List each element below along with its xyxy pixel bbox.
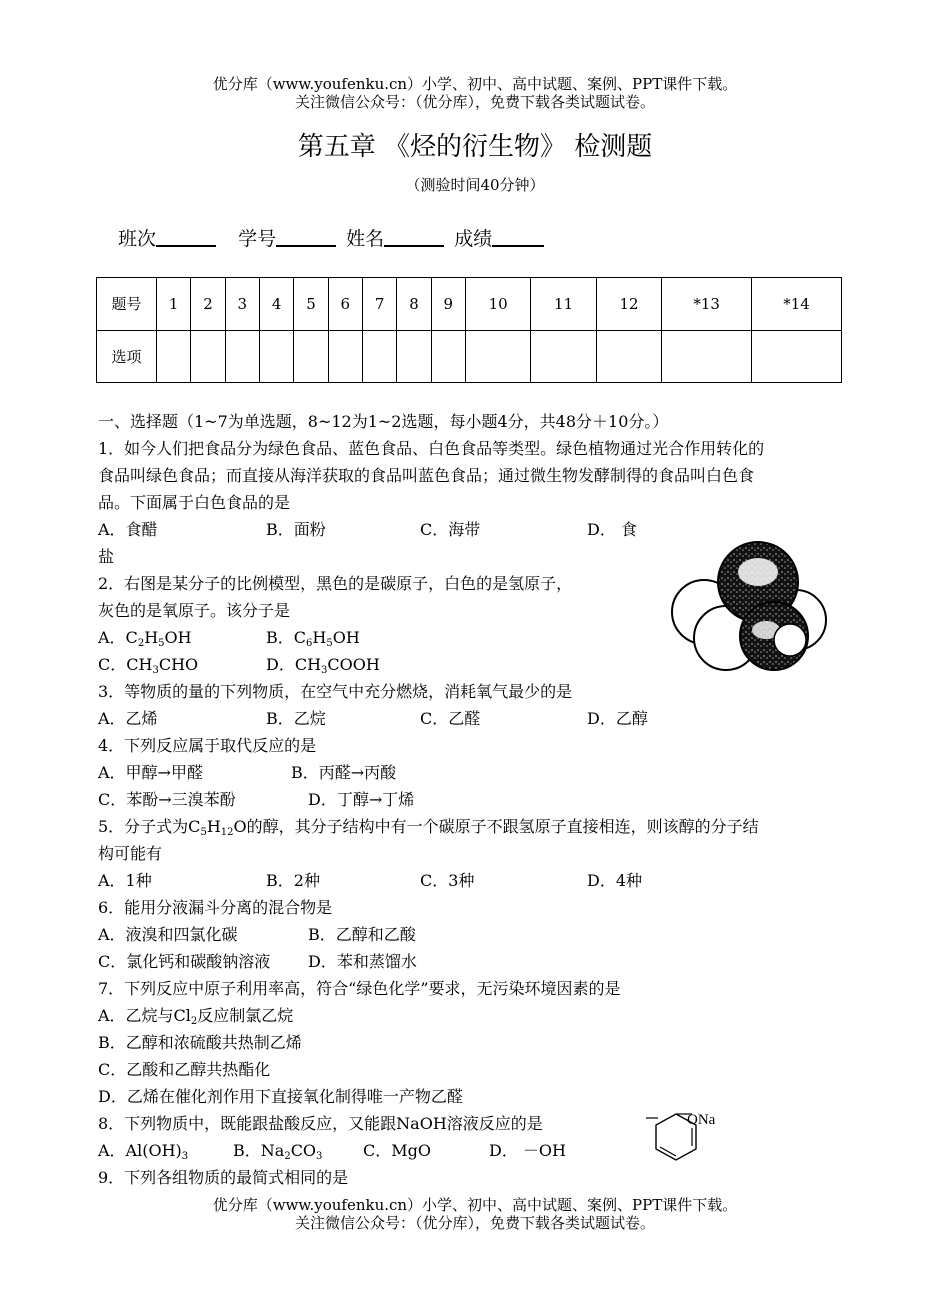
answer-cell[interactable]	[397, 330, 431, 383]
q7-option-b[interactable]: B．乙醇和浓硫酸共热制乙烯	[98, 1033, 302, 1052]
hydrogen-atom-icon	[774, 624, 806, 656]
answer-cell[interactable]	[431, 330, 465, 383]
name-label: 姓名	[346, 228, 385, 250]
q6-stem: 6．能用分液漏斗分离的混合物是	[98, 898, 333, 917]
q2-option-d[interactable]: D．$CH_3COOH$	[266, 655, 380, 676]
q6-option-c[interactable]: C．氯化钙和碳酸钠溶液	[98, 952, 271, 971]
question-number-cell: 4	[259, 278, 293, 331]
q5-option-a[interactable]: A．1种	[98, 871, 152, 890]
score-label: 成绩	[454, 228, 493, 250]
q2-option-a[interactable]: A．$C_2H_5OH$	[98, 628, 192, 649]
q1-stem-line-3: 品。下面属于白色食品的是	[98, 493, 291, 512]
q2-option-b[interactable]: B．$C_6H_5OH$	[266, 628, 360, 649]
page-title: 第五章 《烃的衍生物》 检测题	[297, 132, 653, 162]
option-header: 选项	[97, 330, 157, 383]
q6-option-d[interactable]: D．苯和蒸馏水	[308, 952, 417, 971]
q8-option-d[interactable]: D． －OH	[489, 1141, 566, 1160]
q2-stem-line-2: 灰色的是氧原子。该分子是	[98, 601, 291, 620]
question-number-cell: 1	[157, 278, 191, 331]
question-number-header: 题号	[97, 278, 157, 331]
q2-stem-line-1: 2．右图是某分子的比例模型，黑色的是碳原子，白色的是氢原子，	[98, 574, 573, 593]
question-number-cell: *13	[662, 278, 752, 331]
q4-option-a[interactable]: A．甲醇→甲醛	[98, 763, 203, 782]
q6-option-a[interactable]: A．液溴和四氯化碳	[98, 925, 238, 944]
q1-option-a[interactable]: A．食醋	[98, 520, 158, 539]
q6-option-b[interactable]: B．乙醇和乙酸	[308, 925, 416, 944]
q5-option-b[interactable]: B．2种	[266, 871, 320, 890]
page-subtitle: （测验时间40分钟）	[405, 176, 545, 194]
q8-option-a[interactable]: A．$Al(OH)_3$	[98, 1141, 189, 1162]
q3-option-d[interactable]: D．乙醇	[587, 709, 648, 728]
question-number-cell: 7	[362, 278, 396, 331]
q3-stem: 3．等物质的量的下列物质，在空气中充分燃烧，消耗氧气最少的是	[98, 682, 573, 701]
ona-label: ONa	[687, 1112, 716, 1128]
number-label: 学号	[238, 228, 277, 250]
header-line-1: 优分库（www.youfenku.cn）小学、初中、高中试题、案例、PPT课件下载。	[212, 75, 738, 93]
question-number-cell: 3	[225, 278, 259, 331]
question-number-cell: 8	[397, 278, 431, 331]
score-blank[interactable]	[492, 227, 544, 247]
q1-option-d[interactable]: D． 食	[587, 520, 637, 539]
q5-option-d[interactable]: D．4种	[587, 871, 643, 890]
q4-option-b[interactable]: B．丙醛→丙酸	[291, 763, 397, 782]
footer-line-2: 关注微信公众号：（优分库），免费下载各类试题试卷。	[294, 1214, 655, 1232]
q7-stem: 7．下列反应中原子利用率高，符合“绿色化学”要求，无污染环境因素的是	[98, 979, 621, 998]
q5-stem-line-1: 5．分子式为$C_5H_{12}O$的醇，其分子结构中有一个碳原子不跟氢原子直接相连，则该醇的分子结	[98, 817, 759, 838]
q1-stem-line-2: 食品叫绿色食品；而直接从海洋获取的食品叫蓝色食品；通过微生物发酵制得的食品叫白色食	[98, 466, 755, 485]
q4-option-c[interactable]: C．苯酚→三溴苯酚	[98, 790, 236, 809]
q3-option-b[interactable]: B．乙烷	[266, 709, 326, 728]
q8-option-c[interactable]: C．MgO	[363, 1141, 431, 1160]
q7-option-d[interactable]: D．乙烯在催化剂作用下直接氧化制得唯一产物乙醛	[98, 1087, 463, 1106]
footer-line-1: 优分库（www.youfenku.cn）小学、初中、高中试题、案例、PPT课件下载。	[212, 1196, 738, 1214]
q4-stem: 4．下列反应属于取代反应的是	[98, 736, 317, 755]
q1-stem-line-1: 1．如今人们把食品分为绿色食品、蓝色食品、白色食品等类型。绿色植物通过光合作用转化的	[98, 439, 765, 458]
answer-cell[interactable]	[328, 330, 362, 383]
answer-cell[interactable]	[259, 330, 293, 383]
q4-option-d[interactable]: D．丁醇→丁烯	[308, 790, 415, 809]
answer-table-option-row	[97, 330, 842, 383]
q5-option-c[interactable]: C．3种	[420, 871, 475, 890]
question-number-cell: 6	[328, 278, 362, 331]
header-line-2: 关注微信公众号：（优分库），免费下载各类试题试卷。	[294, 93, 655, 111]
answer-cell[interactable]	[596, 330, 661, 383]
q3-option-c[interactable]: C．乙醛	[420, 709, 481, 728]
answer-cell[interactable]	[531, 330, 596, 383]
class-blank[interactable]	[156, 227, 216, 247]
answer-cell[interactable]	[362, 330, 396, 383]
q8-option-b[interactable]: B．$Na_2CO_3$	[233, 1141, 323, 1162]
section-heading: 一、选择题（1~7为单选题，8~12为1~2选题，每小题4分，共48分＋10分。）	[98, 412, 669, 431]
molecule-model-image	[666, 540, 830, 674]
question-number-cell: 11	[531, 278, 596, 331]
q9-stem: 9．下列各组物质的最简式相同的是	[98, 1168, 349, 1187]
q1-option-b[interactable]: B．面粉	[266, 520, 326, 539]
number-blank[interactable]	[276, 227, 336, 247]
question-number-cell: *14	[752, 278, 842, 331]
student-info	[118, 224, 544, 251]
question-number-cell: 12	[596, 278, 661, 331]
answer-cell[interactable]	[191, 330, 225, 383]
q1-option-c[interactable]: C．海带	[420, 520, 481, 539]
name-blank[interactable]	[384, 227, 444, 247]
answer-cell[interactable]	[294, 330, 328, 383]
question-number-cell: 2	[191, 278, 225, 331]
answer-cell[interactable]	[225, 330, 259, 383]
answer-cell[interactable]	[157, 330, 191, 383]
answer-cell[interactable]	[465, 330, 530, 383]
answer-table	[96, 277, 842, 383]
answer-table-header-row	[97, 278, 842, 331]
question-number-cell: 10	[465, 278, 530, 331]
q1-option-d-continued: 盐	[98, 547, 115, 566]
q3-option-a[interactable]: A．乙烯	[98, 709, 158, 728]
q7-option-a[interactable]: A．乙烷与$Cl_2$反应制氯乙烷	[98, 1006, 294, 1027]
q2-option-c[interactable]: C．$CH_3CHO$	[98, 655, 199, 676]
class-label: 班次	[118, 228, 157, 250]
q7-option-c[interactable]: C．乙酸和乙醇共热酯化	[98, 1060, 271, 1079]
question-number-cell: 5	[294, 278, 328, 331]
sodium-phenoxide-structure	[640, 1104, 730, 1170]
answer-cell[interactable]	[752, 330, 842, 383]
question-number-cell: 9	[431, 278, 465, 331]
answer-cell[interactable]	[662, 330, 752, 383]
q5-stem-line-2: 构可能有	[98, 844, 163, 863]
q8-stem: 8．下列物质中，既能跟盐酸反应，又能跟NaOH溶液反应的是	[98, 1114, 543, 1133]
